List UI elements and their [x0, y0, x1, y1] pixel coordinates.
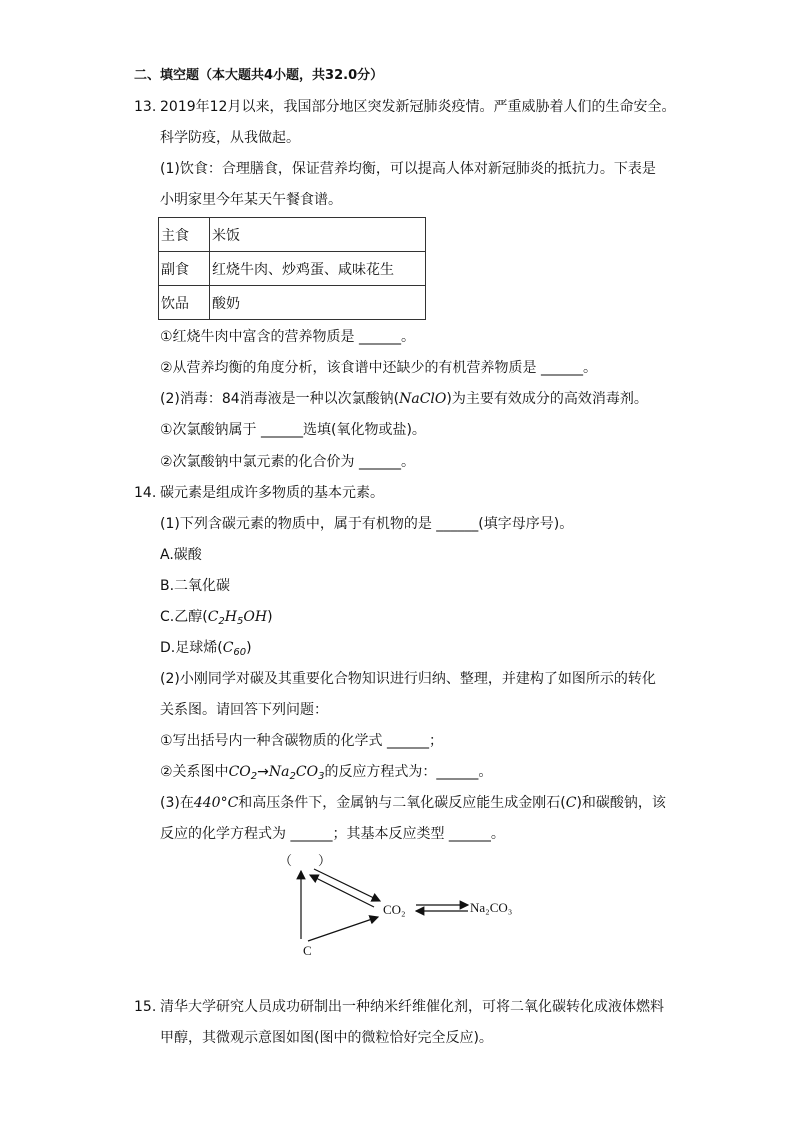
- q15-line1: 清华大学研究人员成功研制出一种纳米纤维催化剂，可将二氧化碳转化成液体燃料: [160, 999, 664, 1015]
- formula-part: OH: [243, 609, 268, 625]
- reaction-arrow: →: [257, 764, 269, 780]
- formula-subscript: 2: [218, 616, 225, 627]
- q13-intro-line1: 2019年12月以来，我国部分地区突发新冠肺炎疫情。严重威胁着人们的生命安全。: [160, 99, 676, 115]
- formula-part: C: [222, 640, 234, 656]
- table-row: [159, 252, 426, 286]
- q14-part1: (1)下列含碳元素的物质中，属于有机物的是 ______(填字母序号)。: [160, 516, 574, 532]
- q13-part2-pre: (2)消毒：84消毒液是一种以次氯酸钠(: [160, 391, 400, 407]
- q15-line2: 甲醇，其微观示意图如图(图中的微粒恰好完全反应)。: [160, 1030, 493, 1046]
- q14-sub2: [160, 762, 492, 787]
- sub2-post: 的反应方程式为：______。: [324, 764, 493, 780]
- option-d-close: ): [246, 640, 252, 656]
- option-c-label: C.乙醇(: [160, 609, 208, 625]
- arrow-c-to-co2: [308, 917, 378, 941]
- q14-sub1: ①写出括号内一种含碳物质的化学式 ______；: [160, 733, 443, 749]
- q13-part1-line1: (1)饮食：合理膳食，保证营养均衡，可以提高人体对新冠肺炎的抵抗力。下表是: [160, 161, 656, 177]
- formula-subscript: 2: [289, 771, 296, 782]
- diagram-top-blank: （ ）: [279, 853, 332, 868]
- question-15-number: 15.: [134, 999, 157, 1015]
- q14-part2-line1: (2)小刚同学对碳及其重要化合物知识进行归纳、整理，并建构了如图所示的转化: [160, 671, 656, 687]
- q13-intro-line2: 科学防疫，从我做起。: [160, 130, 300, 146]
- section-heading: 二、填空题（本大题共4小题，共32.0分）: [134, 68, 384, 83]
- q14-option-b: B.二氧化碳: [160, 578, 231, 594]
- formula-part: H: [224, 609, 237, 625]
- q13-sub3: ①次氯酸钠属于 ______选填(氧化物或盐)。: [160, 422, 426, 438]
- arrow-co2-to-top: [310, 875, 374, 907]
- diagram-c: C: [303, 943, 312, 958]
- sub2-pre: ②关系图中: [160, 764, 229, 780]
- diagram-co2: CO₂: [383, 902, 406, 917]
- diagram-na2co3: Na₂CO₃: [470, 900, 513, 915]
- table-cell: 副食: [159, 252, 210, 286]
- formula-subscript: 5: [237, 616, 244, 627]
- q13-sub4: ②次氯酸钠中氯元素的化合价为 ______。: [160, 454, 416, 470]
- q14-part2-line2: 关系图。请回答下列问题：: [160, 702, 328, 718]
- naclo-formula: NaClO: [399, 391, 447, 407]
- table-cell: 红烧牛肉、炒鸡蛋、咸味花生: [210, 252, 426, 286]
- q14-intro: 碳元素是组成许多物质的基本元素。: [160, 485, 384, 501]
- q13-part1-line2: 小明家里今年某天午餐食谱。: [160, 192, 342, 208]
- q14-option-c: [160, 607, 273, 632]
- formula-subscript: 2: [250, 771, 258, 782]
- part3-post: )和碳酸钠，该: [576, 795, 666, 811]
- q13-part2-post: )为主要有效成分的高效消毒剂。: [446, 391, 648, 407]
- formula-part: C: [565, 795, 577, 811]
- conversion-diagram: [270, 845, 490, 945]
- table-cell: 饮品: [159, 286, 210, 320]
- arrow-top-to-co2: [314, 869, 380, 901]
- option-d-label: D.足球烯(: [160, 640, 223, 656]
- option-c-close: ): [267, 609, 273, 625]
- formula-part: C: [207, 609, 219, 625]
- question-14-number: 14.: [134, 485, 157, 501]
- part3-mid: 和高压条件下，金属钠与二氧化碳反应能生成金刚石(: [238, 795, 566, 811]
- formula-part: CO: [228, 764, 251, 780]
- q14-part3-line2: 反应的化学方程式为 ______；其基本反应类型 ______。: [160, 826, 505, 842]
- q13-sub1: ①红烧牛肉中富含的营养物质是 ______。: [160, 329, 416, 345]
- table-row: [159, 218, 426, 252]
- table-row: [159, 286, 426, 320]
- formula-part: CO: [295, 764, 319, 780]
- lunch-menu-table: [158, 217, 426, 320]
- formula-part: Na: [268, 764, 290, 780]
- q14-part3-line1: [160, 793, 666, 813]
- part3-pre: (3)在: [160, 795, 194, 811]
- temperature: 440°C: [193, 795, 239, 811]
- table-cell: 酸奶: [210, 286, 426, 320]
- formula-subscript: 3: [318, 771, 325, 782]
- question-13-number: 13.: [134, 99, 157, 115]
- table-cell: 主食: [159, 218, 210, 252]
- q14-option-d: [160, 638, 252, 663]
- q13-part2: [160, 389, 648, 409]
- formula-subscript: 60: [233, 647, 247, 658]
- table-cell: 米饭: [210, 218, 426, 252]
- q13-sub2: ②从营养均衡的角度分析，该食谱中还缺少的有机营养物质是 ______。: [160, 360, 597, 376]
- q14-option-a: A.碳酸: [160, 547, 202, 563]
